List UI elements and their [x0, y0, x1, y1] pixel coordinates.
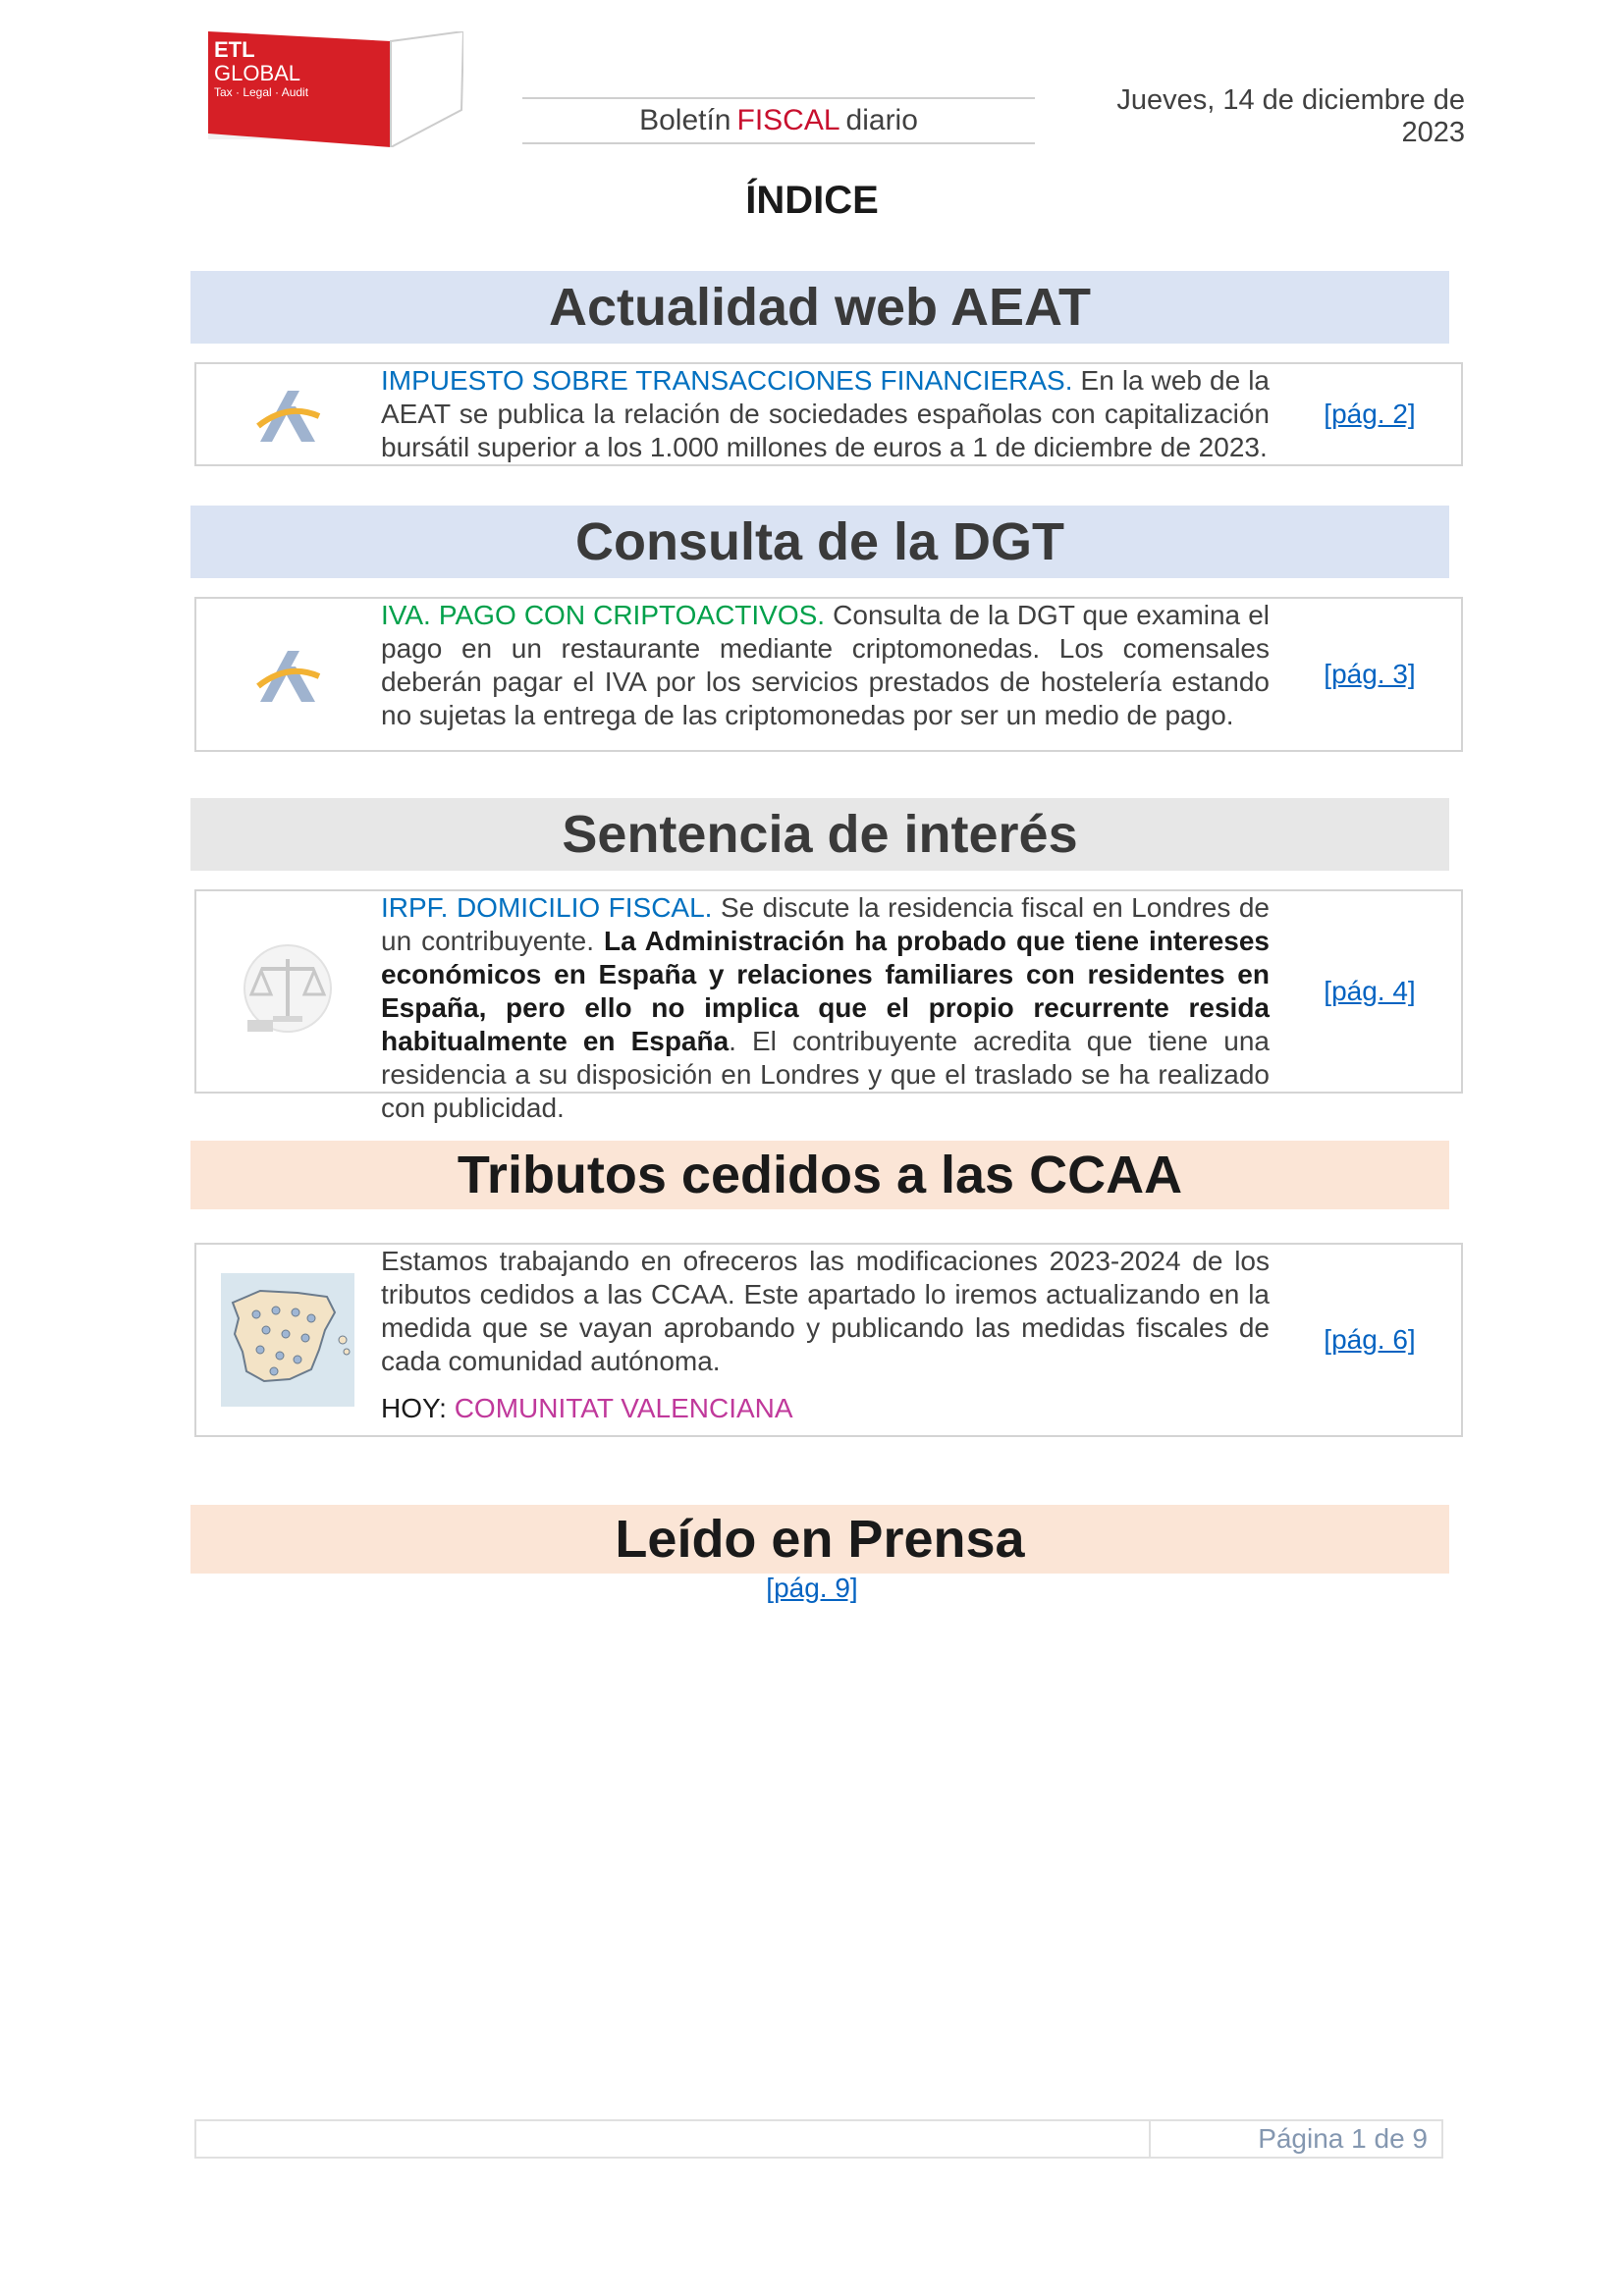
entry-ccaa-text — [381, 1245, 1270, 1425]
entry-sentencia-body2: . El contribuyente acredita que tiene una residencia a su disposición en Londres y que el traslado se ha realizado con publicidad. — [381, 1026, 1270, 1123]
entry-ccaa — [194, 1243, 1463, 1437]
entry-aeat-lead: IMPUESTO SOBRE TRANSACCIONES FINANCIERAS. — [381, 365, 1073, 396]
entry-dgt — [194, 597, 1463, 752]
aeat-logo-icon — [204, 364, 371, 464]
logo-text-global: GLOBAL — [214, 61, 301, 85]
page-link-6[interactable]: [pág. 6] — [1324, 1324, 1416, 1355]
bulletin-title — [522, 97, 1035, 144]
index-title: ÍNDICE — [745, 179, 879, 222]
bulletin-title-suffix: diario — [845, 104, 918, 136]
bulletin-date: Jueves, 14 de diciembre de 2023 — [1116, 84, 1465, 148]
entry-ccaa-today-value: COMUNITAT VALENCIANA — [454, 1393, 793, 1423]
entry-dgt-lead: IVA. PAGO CON CRIPTOACTIVOS. — [381, 600, 826, 630]
aeat-logo-icon — [204, 599, 371, 750]
section-heading-ccaa: Tributos cedidos a las CCAA — [190, 1141, 1449, 1209]
footer-divider — [1149, 2121, 1151, 2157]
logo-text-tagline: Tax · Legal · Audit — [214, 85, 309, 99]
section-heading-aeat: Actualidad web AEAT — [190, 271, 1449, 344]
page-number: Página 1 de 9 — [1258, 2123, 1428, 2154]
entry-sentencia-lead: IRPF. DOMICILIO FISCAL. — [381, 892, 713, 923]
entry-aeat-body: En la web de la AEAT se publica la relación de sociedades españolas con capitalización bursátil superior a los 1.000 millones de euros a 1 de diciembre de 2023. — [381, 365, 1270, 462]
entry-sentencia-body1: Se discute la residencia fiscal en Londres de un contribuyente. — [381, 892, 1270, 956]
bulletin-title-accent: FISCAL — [736, 104, 840, 136]
entry-aeat — [194, 362, 1463, 466]
section-heading-prensa: Leído en Prensa — [190, 1505, 1449, 1574]
prensa-link-wrap — [0, 1573, 1624, 1604]
etl-global-logo — [208, 31, 463, 147]
entry-dgt-text — [381, 599, 1270, 732]
scales-of-justice-icon — [204, 891, 371, 1092]
entry-dgt-body: Consulta de la DGT que examina el pago en un restaurante mediante criptomonedas. Los comensales deberán pagar el IVA por los servicios prestados de hostelería estando no sujetas la entrega de las criptomonedas por ser un medio de pago. — [381, 600, 1270, 730]
entry-ccaa-today-label: HOY: — [381, 1393, 455, 1423]
entry-ccaa-today — [381, 1392, 1270, 1425]
page-footer — [194, 2119, 1443, 2159]
entry-sentencia — [194, 889, 1463, 1123]
bulletin-title-prefix: Boletín — [639, 104, 731, 136]
spain-map-icon — [204, 1245, 371, 1435]
entry-sentencia-text — [381, 891, 1270, 1125]
section-heading-sentencia: Sentencia de interés — [190, 798, 1449, 871]
page-link-3[interactable]: [pág. 3] — [1324, 659, 1416, 689]
entry-aeat-text — [381, 364, 1270, 464]
entry-sentencia-bold: La Administración ha probado que tiene intereses económicos en España y relaciones familiares con residentes en España, pero ello no implica que el propio recurrente resida habitualmente en España — [381, 926, 1270, 1056]
page-link-2[interactable]: [pág. 2] — [1324, 399, 1416, 429]
page-link-4[interactable]: [pág. 4] — [1324, 976, 1416, 1006]
section-heading-dgt: Consulta de la DGT — [190, 506, 1449, 578]
entry-ccaa-body: Estamos trabajando en ofreceros las modificaciones 2023-2024 de los tributos cedidos a las CCAA. Este apartado lo iremos actualizando en la medida que se vayan aprobando y publicando las medidas fiscales de cada comunidad autónoma. — [381, 1246, 1270, 1376]
page-link-9[interactable]: [pág. 9] — [766, 1573, 858, 1603]
logo-text-etl: ETL — [214, 37, 255, 62]
